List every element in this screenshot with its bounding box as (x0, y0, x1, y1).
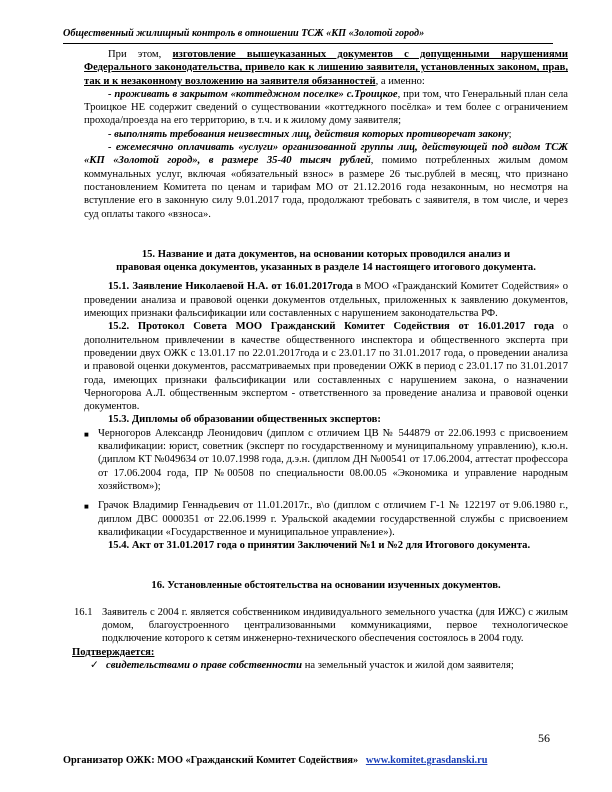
evidence-item (90, 659, 568, 672)
intro-underlined: изготовление вышеуказанных документов с допущенными нарушениями Федерального законодательства, привело как к лишению заявителя, установленных законом, прав, так и к незаконному возложению на заявителя обязанностей (84, 49, 568, 87)
confirms-label: Подтверждается: (72, 646, 155, 658)
section-16-1 (74, 606, 568, 646)
section-15-3-heading: 15.3. Дипломы об образовании общественных экспертов: (108, 414, 381, 426)
section-15-2-text: о дополнительном привлечении в качестве общественного инспектора и общественного эксперта при проведении двух ОЖК с 13.01.17 по 22.01.2017года и с 23.01.17 по 31.01.2017 года, о проведении анализа и правовой оценки документов, рассматриваемых при проведении ОЖК в период с 23.01.17 по 31.01.2017 года, имеющих признаки фальсификации или составленных с нарушением закона, о назначении Черногорова А.Л. общественным экспертом - ответственного за проведение анализа и правовой оценки документов. (84, 321, 568, 413)
section-15-title-line1: 15. Название и дата документов, на основании которых проводился анализ и (141, 248, 511, 260)
obligation-3-emphasis: - ежемесячно оплачивать «услуги» организованной группы лиц, действующей под видом ТСЖ «КП «Золотой город», в размере 35-40 тысяч рублей (84, 142, 568, 167)
checkmark-icon: ✓ (90, 659, 99, 671)
section-15-1 (84, 280, 568, 320)
section-16-title: 16. Установленные обстоятельства на основании изученных документов. (151, 580, 501, 592)
page-footer (63, 754, 553, 767)
section-16-1-number: 16.1 (74, 606, 93, 618)
section-15-title-line2: правовая оценка документов, указанных в разделе 14 настоящего итогового документа. (116, 262, 536, 274)
section-15-1-text: в МОО «Гражданский Комитет Содействия» о проведении анализа и правовой оценки документов отдельных, приложенных к заявлению документов, имеющих признаки фальсификации или составленных с нарушением законодательства РФ. (84, 281, 569, 320)
expert-list-item (84, 427, 568, 493)
section-16-1-text: Заявитель с 2004 г. является собственником индивидуального земельного участка (для ИЖС) с жилым домом, благоустроенного централизованными коммуникациями, первое технологическое подключение которого к сетям инженерно-технического обеспечения состоялось в 2004 году. (102, 606, 568, 645)
footer-website-link[interactable]: www.komitet.grasdanski.ru (365, 755, 488, 766)
obligation-3-text: , помимо потребленных жилым домом коммунальных услуг, включая «обязательный взнос» в размере 26 тыс.рублей в месяц, что признано постановлением Комитета по ценам и тарифам МО от 21.12.2016 года незаконным, но несмотря на вступление его в законную силу 9.01.2017 года, продолжают требовать с заявителя, в том числе, и через суд оплаты такого «взноса». (84, 155, 568, 220)
square-bullet-icon: ■ (84, 502, 89, 512)
footer-organizer: Организатор ОЖК: МОО «Гражданский Комитет Содействия» (63, 755, 359, 766)
obligation-2-text: ; (508, 128, 512, 140)
obligation-item-2 (84, 128, 568, 141)
expert-2-text: Грачок Владимир Геннадьевич от 11.01.2017г., в\о (диплом с отличием Г-1 № 122197 от 9.06.1980 г., диплом ДВС 0000351 от 22.06.1999 г. Уральской академии государственной службы с присвоением квалификации «Государственное и муниципальное управление»). (98, 500, 568, 538)
section-15-2-heading: 15.2. Протокол Совета МОО Гражданский Комитет Содействия от 16.01.2017 года (108, 321, 555, 333)
obligation-item-3 (84, 141, 568, 221)
page-number: 56 (538, 731, 550, 745)
intro-lead: При этом, (108, 49, 173, 60)
obligation-2-emphasis: - выполнять требования неизвестных лиц, действия которых противоречат закону (108, 128, 509, 140)
page-header: Общественный жилищный контроль в отношении ТСЖ «КП «Золотой город» (63, 27, 553, 44)
evidence-emphasis: свидетельствами о праве собственности (106, 659, 303, 671)
document-body (72, 48, 569, 672)
obligation-1-emphasis: - проживать в закрытом «коттеджном поселке» с.Троицкое (108, 88, 398, 100)
expert-1-text: Черногоров Александр Леонидович (диплом с отличием ЦВ № 544879 от 22.06.1993 с присвоением квалификации: юрист, советник (эксперт по государственному и муниципальному управлению), к.ю.н. (диплом КТ №049634 от 10.07.1998 года, д.э.н. (диплом ДН №00541 от 17.06.2004, аттестат профессора от 17.06.2004 года, ПР №00508 по специальности 08.00.05 «Экономика и управление народным хозяйством»); (98, 427, 568, 492)
square-bullet-icon: ■ (84, 429, 89, 439)
obligation-1-text: , при том, что Генеральный план села Троицкое НЕ содержит сведений о существовании «коттеджного посёлка» и тем более с ограничением прохода/проезда на его территорию, в т.ч. и к жилому дому заявителя; (84, 88, 568, 127)
intro-paragraph (84, 48, 568, 88)
section-15-2 (84, 320, 568, 413)
expert-list-item (84, 499, 568, 539)
section-15-4: 15.4. Акт от 31.01.2017 года о принятии Заключений №1 и №2 для Итогового документа. (108, 540, 531, 552)
intro-tail: , а именно: (375, 75, 425, 87)
evidence-text: на земельный участок и жилой дом заявителя; (302, 659, 514, 671)
section-15-1-heading: 15.1. Заявление Николаевой Н.А. от 16.01.2017года (108, 281, 353, 293)
obligation-item-1 (84, 88, 568, 128)
